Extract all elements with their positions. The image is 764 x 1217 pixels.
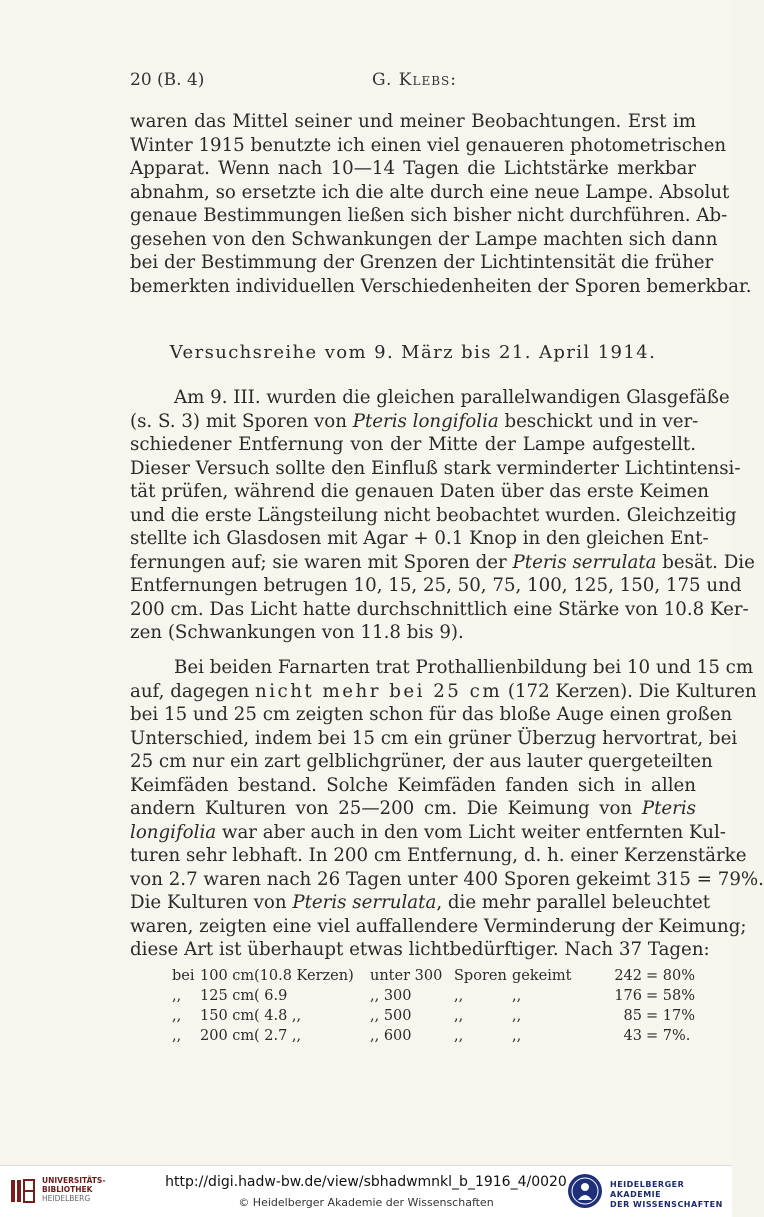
table-row <box>172 966 695 986</box>
text-segment: war aber auch in den vom Licht weiter entfernten Kul- <box>216 821 726 843</box>
table-cell: ,, <box>512 1028 522 1044</box>
library-name-line1: UNIVERSITÄTS- <box>42 1176 106 1185</box>
text-line <box>130 551 755 575</box>
species-name: longifolia <box>130 821 217 843</box>
text-line: abnahm, so ersetzte ich die alte durch eine neue Lampe. Absolut <box>130 181 730 203</box>
table-cell: ,, <box>454 988 464 1004</box>
table-cell: 242 <box>614 968 642 984</box>
text-line <box>130 480 709 504</box>
text-line <box>130 433 696 457</box>
text-line <box>130 821 726 845</box>
text-line: Winter 1915 benutzte ich einen viel genaueren photometrischen <box>130 134 727 156</box>
table-cell: ,, <box>172 1008 182 1024</box>
text-line <box>130 797 696 821</box>
text-segment: waren, zeigten eine viel auffallendere Verminderung der Keimung; <box>130 915 747 937</box>
table-cell: ( 4.8 ,, <box>254 1008 302 1024</box>
table-cell: ( 6.9 <box>254 988 288 1004</box>
text-segment: (s. S. 3) mit Sporen von <box>130 410 353 432</box>
paragraph-3 <box>130 656 764 962</box>
text-line <box>130 574 742 598</box>
text-segment: zen (Schwankungen von 11.8 bis 9). <box>130 622 464 643</box>
species-name: Pteris serrulata <box>292 892 437 913</box>
species-name: Pteris <box>641 798 696 819</box>
table-cell: ,, <box>172 1028 182 1044</box>
text-segment: fernungen auf; sie waren mit Sporen der <box>130 551 513 573</box>
text-segment: Die Kulturen von <box>130 892 293 913</box>
text-segment: Am 9. III. wurden die gleichen parallelwandigen Glasgefäße <box>174 387 730 408</box>
table-cell: gekeimt <box>512 968 572 984</box>
copyright-notice: © Heidelberger Akademie der Wissenschaften <box>238 1196 494 1209</box>
table-cell: unter 300 <box>370 968 443 984</box>
text-segment: 200 cm. Das Licht hatte durchschnittlich eine Stärke von 10.8 Ker- <box>130 598 749 620</box>
text-line <box>130 750 713 774</box>
text-line: genaue Bestimmungen ließen sich bisher nicht durchführen. Ab- <box>130 205 728 226</box>
text-segment: Dieser Versuch sollte den Einfluß stark verminderter Lichtintensi- <box>130 457 741 479</box>
text-segment: schiedener Entfernung von der Mitte der Lampe aufgestellt. <box>130 434 696 455</box>
text-line: gesehen von den Schwankungen der Lampe machten sich dann <box>130 228 718 250</box>
text-line <box>130 844 747 868</box>
text-segment: stellte ich Glasdosen mit Agar + 0.1 Knop in den gleichen Ent- <box>130 528 709 549</box>
text-line <box>130 504 737 528</box>
text-segment: bei 15 und 25 cm zeigten schon für das bloße Auge einen großen <box>130 704 733 725</box>
text-line: bei der Bestimmung der Grenzen der Lichtintensität die früher <box>130 252 714 273</box>
text-line <box>130 457 741 481</box>
table-cell: Sporen <box>454 968 507 984</box>
text-line <box>130 915 747 939</box>
table-cell: ,, <box>454 1008 464 1024</box>
text-line <box>130 774 696 798</box>
table-row <box>172 986 695 1006</box>
table-cell: 43 <box>623 1028 642 1044</box>
text-segment: Unterschied, indem bei 15 cm ein grüner Überzug hervortrat, bei <box>130 727 738 749</box>
text-line: bemerkten individuellen Verschiedenheiten der Sporen bemerkbar. <box>130 275 752 297</box>
text-line: waren das Mittel seiner und meiner Beobachtungen. Erst im <box>130 111 696 132</box>
table-cell: ( 2.7 ,, <box>254 1028 302 1044</box>
table-cell: = 58% <box>646 988 695 1004</box>
academy-name-line1: HEIDELBERGER AKADEMIE <box>610 1180 685 1199</box>
table-cell: = 17% <box>646 1008 695 1024</box>
table-cell: ,, <box>172 988 182 1004</box>
table-cell: ,, 600 <box>370 1028 412 1044</box>
text-line <box>130 891 711 915</box>
footer-bar <box>0 1165 732 1217</box>
table-cell: 125 cm <box>200 988 255 1004</box>
table-cell: ,, 300 <box>370 988 412 1004</box>
text-segment: tät prüfen, während die genauen Daten über das erste Keimen <box>130 481 709 502</box>
paragraph-2 <box>130 386 755 645</box>
table-cell: = 7%. <box>646 1028 691 1044</box>
table-cell: ,, 500 <box>370 1008 412 1024</box>
text-line <box>130 386 730 410</box>
text-line <box>130 868 764 892</box>
text-line: Apparat. Wenn nach 10—14 Tagen die Lichtstärke merkbar <box>130 158 696 179</box>
table-cell: 200 cm <box>200 1028 255 1044</box>
text-line <box>130 727 738 751</box>
academy-name-line2: DER WISSENSCHAFTEN <box>610 1200 723 1209</box>
text-segment: besät. Die <box>656 551 755 573</box>
text-segment: , die mehr parallel beleuchtet <box>436 892 711 913</box>
library-name-line2: BIBLIOTHEK <box>42 1185 93 1194</box>
species-name: Pteris longifolia <box>352 410 499 432</box>
text-segment: von 2.7 waren nach 26 Tagen unter 400 Sporen gekeimt 315 = 79%. <box>130 868 764 890</box>
table-cell: bei <box>172 968 195 984</box>
table-cell: 150 cm <box>200 1008 255 1024</box>
table-cell: ,, <box>512 988 522 1004</box>
running-author: G. Klebs: <box>372 70 457 90</box>
text-segment: und die erste Längsteilung nicht beobachtet wurden. Gleichzeitig <box>130 504 737 526</box>
germination-table <box>172 966 695 1046</box>
running-header <box>130 70 698 94</box>
table-cell: = 80% <box>646 968 695 984</box>
text-segment: diese Art ist überhaupt etwas lichtbedürftiger. Nach 37 Tagen: <box>130 939 710 960</box>
text-segment: Bei beiden Farnarten trat Prothallienbildung bei 10 und 15 cm <box>174 657 754 678</box>
table-cell: ,, <box>512 1008 522 1024</box>
text-line <box>130 527 709 551</box>
document-url-link[interactable]: http://digi.hadw-bw.de/view/sbhadwmnkl_b_1916_4/0020 <box>165 1174 567 1190</box>
text-segment: auf, dagegen <box>130 680 255 702</box>
table-cell: 85 <box>623 1008 642 1024</box>
table-row <box>172 1026 691 1046</box>
table-cell: 100 cm <box>200 968 255 984</box>
text-segment: Entfernungen betrugen 10, 15, 25, 50, 75, 100, 125, 150, 175 und <box>130 575 742 596</box>
text-segment: andern Kulturen von 25—200 cm. Die Keimung von <box>130 798 642 819</box>
text-segment: beschickt und in ver- <box>498 410 699 432</box>
text-segment: (172 Kerzen). Die Kulturen <box>502 680 757 702</box>
text-line <box>130 703 733 727</box>
text-line <box>130 938 710 962</box>
spaced-emphasis: nicht mehr bei 25 cm <box>255 680 503 702</box>
text-line <box>130 410 699 434</box>
text-line <box>130 598 749 622</box>
section-heading: Versuchsreihe vom 9. März bis 21. April 1914. <box>169 342 657 363</box>
species-name: Pteris serrulata <box>512 551 657 573</box>
page-number: 20 (B. 4) <box>130 70 205 90</box>
academy-name <box>610 1180 732 1210</box>
text-segment: 25 cm nur ein zart gelblichgrüner, der aus lauter quergeteilten <box>130 751 713 772</box>
text-segment: Keimfäden bestand. Solche Keimfäden fanden sich in allen <box>130 774 696 796</box>
academy-seal-icon <box>566 1172 604 1210</box>
table-cell: 176 <box>614 988 642 1004</box>
text-segment: turen sehr lebhaft. In 200 cm Entfernung, d. h. einer Kerzenstärke <box>130 845 747 866</box>
text-line <box>130 680 757 704</box>
table-row <box>172 1006 695 1026</box>
table-cell: ,, <box>454 1028 464 1044</box>
paragraph-1 <box>130 110 752 298</box>
text-line <box>130 621 696 645</box>
text-line <box>130 656 754 680</box>
library-city: HEIDELBERG <box>42 1194 91 1203</box>
table-cell: (10.8 Kerzen) <box>254 968 354 984</box>
